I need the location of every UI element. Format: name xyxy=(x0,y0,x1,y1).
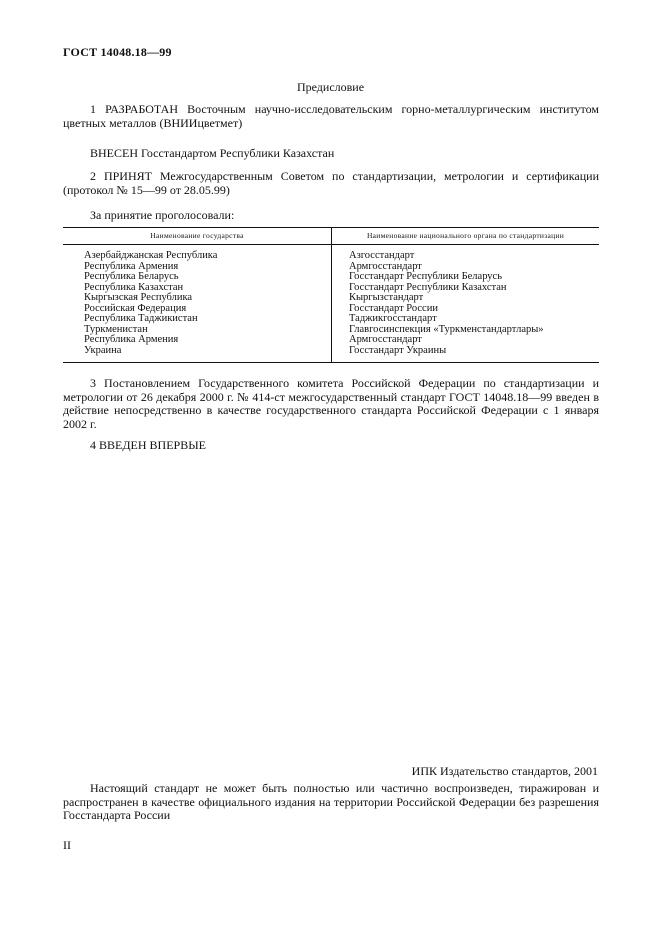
table-cell-state: Азербайджанская Республика xyxy=(84,250,218,261)
table-cell-body: Главгосинспекция «Туркменстандартлары» xyxy=(349,323,544,335)
table-header-state: Наименование государства xyxy=(150,231,244,240)
table-cell-state: Туркменистан xyxy=(84,323,148,335)
table-cell-body: Госстандарт Республики Казахстан xyxy=(349,281,507,293)
table-cell-body: Госстандарт Республики Беларусь xyxy=(349,271,503,282)
page-number: II xyxy=(63,838,71,852)
copyright-notice xyxy=(63,782,599,823)
paragraph-resolution xyxy=(63,377,599,431)
table-cell-state: Российская Федерация xyxy=(84,302,187,314)
table-cell-body: Кыргызстандарт xyxy=(349,292,424,303)
publisher-line: ИПК Издательство стандартов, 2001 xyxy=(411,764,598,778)
voted-label: За принятие проголосовали: xyxy=(90,208,235,222)
paragraph-introduced: ВНЕСЕН Госстандартом Республики Казахстан xyxy=(90,146,335,160)
table-cell-state: Украина xyxy=(84,344,122,356)
table-column-bodies xyxy=(349,251,544,356)
table-cell-state: Республика Беларусь xyxy=(84,271,179,282)
paragraph-adopted xyxy=(63,170,599,197)
voting-table xyxy=(63,227,599,363)
table-cell-body: Таджикгосстандарт xyxy=(349,313,437,324)
table-cell-body: Азгосстандарт xyxy=(349,250,415,261)
table-cell-body: Госстандарт Украины xyxy=(349,344,447,356)
copyright-notice-text: Настоящий стандарт не может быть полностью или частично воспроизведен, тиражирован и распространен в качестве официального издания на территории Российской Федерации без разрешения Госстандарта России xyxy=(63,781,599,822)
paragraph-developed xyxy=(63,103,599,130)
table-column-states xyxy=(84,251,217,356)
standard-code-header: ГОСТ 14048.18—99 xyxy=(63,45,172,59)
table-cell-state: Республика Казахстан xyxy=(84,281,184,293)
table-column-divider xyxy=(331,228,332,362)
table-cell-state: Кыргызская Республика xyxy=(84,292,193,303)
table-header-body: Наименование национального органа по стандартизации xyxy=(366,231,565,240)
table-cell-state: Республика Армения xyxy=(84,260,179,272)
table-cell-body: Армгосстандарт xyxy=(349,334,422,345)
paragraph-developed-text: 1 РАЗРАБОТАН Восточным научно-исследовательским горно-металлургическим институтом цветных металлов (ВНИИцветмет) xyxy=(63,102,599,130)
table-cell-state: Республика Таджикистан xyxy=(84,313,198,324)
table-cell-body: Армгосстандарт xyxy=(349,260,422,272)
paragraph-resolution-text: 3 Постановлением Государственного комитета Российской Федерации по стандартизации и метрологии от 26 декабря 2000 г. № 414-ст межгосударственный стандарт ГОСТ 14048.18—99 введен в действие непосредственно в качестве государственного стандарта Российской Федерации с 1 января 2002 г. xyxy=(63,376,599,431)
paragraph-adopted-text: 2 ПРИНЯТ Межгосударственным Советом по стандартизации, метрологии и сертификации (протокол № 15—99 от 28.05.99) xyxy=(63,169,599,197)
page-title: Предисловие xyxy=(296,80,365,94)
table-cell-state: Республика Армения xyxy=(84,334,179,345)
table-cell-body: Госстандарт России xyxy=(349,302,438,314)
paragraph-first-introduced: 4 ВВЕДЕН ВПЕРВЫЕ xyxy=(90,438,206,452)
